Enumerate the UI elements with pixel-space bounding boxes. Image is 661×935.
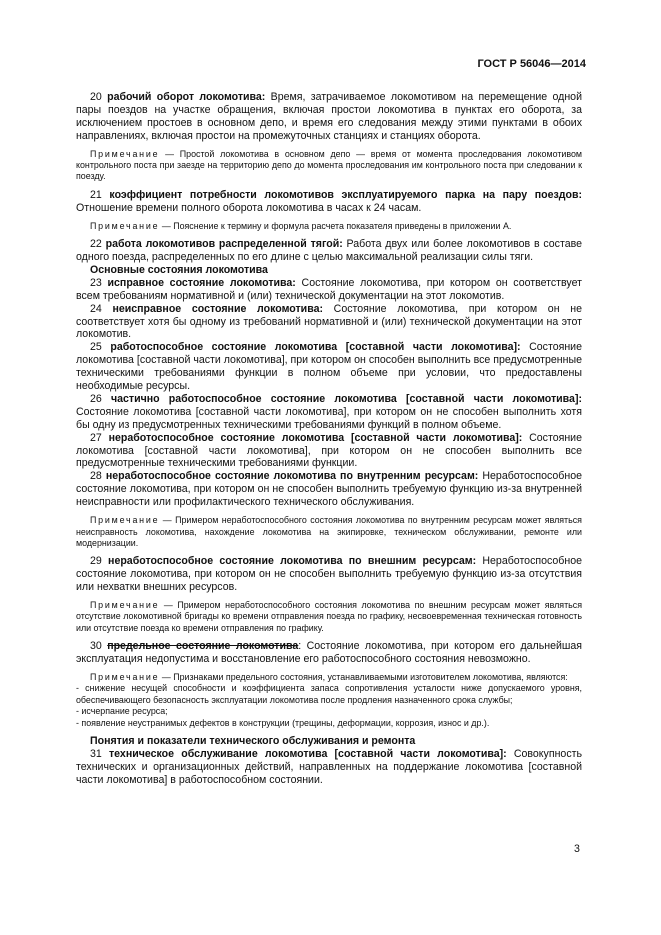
note-label: Примечание <box>90 672 160 683</box>
term-20: 20 рабочий оборот локомотива: Время, затрачиваемое локомотивом на перемещение одной пары поездов на участке обращения, включая простои локомотива в пунктах его оборота, за исключением простоев в основном депо, и время его следования между этими пунктами в обоих направлениях, включая простои на промежуточных станциях и станциях оборота. <box>76 91 582 142</box>
page-number: 3 <box>574 843 580 855</box>
note-20: Примечание — Простой локомотива в основном депо — время от момента проследования локомотивом контрольного поста при заезде на территорию депо до момента проследования им контрольного поста при следовании к поезду. <box>76 148 582 182</box>
note-30-list-item: - исчерпание ресурса; <box>76 706 168 717</box>
term-30: 30 предельное состояние локомотива: Состояние локомотива, при котором его дальнейшая эксплуатация недопустима и восстановление его работоспособного состояния невозможно. <box>76 640 583 666</box>
term-title: работоспособное состояние локомотива [составной части локомотива]: <box>110 341 521 354</box>
term-title: неработоспособное состояние локомотива по внешним ресурсам: <box>108 555 477 568</box>
term-title: исправное состояние локомотива: <box>107 276 296 289</box>
section-heading-states: Основные состояния локомотива <box>90 263 268 276</box>
note-label: Примечание <box>90 148 160 159</box>
note-label: Примечание <box>90 515 160 526</box>
term-title: частично работоспособное состояние локомотива [составной части локомотива]: <box>110 392 582 405</box>
note-29: Примечание — Примером неработоспособного состояния локомотива по внешним ресурсам может являться отсутствие локомотивной бригады ко времени отправления поезда по графику, несвоевременная техническая готовность или отсутствие поезда ко времени отправления по графику. <box>76 600 582 633</box>
term-title: рабочий оборот локомотива: <box>107 91 266 103</box>
term-24: 24 неисправное состояние локомотива: Состояние локомотива, при котором он не соответствует хотя бы одному из требований нормативной и (или) технической документации на этот локомотив. <box>76 302 582 341</box>
term-title: техническое обслуживание локомотива [составной части локомотива]: <box>108 748 507 760</box>
section-heading-maintenance: Понятия и показатели технического обслуживания и ремонта <box>90 735 416 748</box>
note-21: Примечание — Пояснение к термину и формула расчета показателя приведены в приложении А. <box>90 220 512 231</box>
term-31: 31 техническое обслуживание локомотива [составной части локомотива]: Совокупность технических и организационных действий, направленных на поддержание локомотива [составной части локомотива] в работоспособном состоянии. <box>76 748 582 786</box>
term-25: 25 работоспособное состояние локомотива [составной части локомотива]: Состояние локомотива [составной части локомотива], при котором он способен выполнить все предусмотренные техническими требованиями функции в полном объеме при условии, что предоставлены необходимые ресурсы. <box>76 341 582 393</box>
note-label: Примечание <box>90 600 160 611</box>
term-21: 21 коэффициент потребности локомотивов эксплуатируемого парка на пару поездов: Отношение времени полного оборота локомотива в часах к 24 часам. <box>76 188 582 214</box>
note-30-list-item: - снижение несущей способности и коэффициента запаса сопротивления усталости ниже допускаемого уровня, обеспечивающего безопасность эксплуатации локомотива после продления назначенного срока службы; <box>76 683 582 705</box>
term-title: предельное состояние локомотива <box>107 640 299 653</box>
term-22: 22 работа локомотивов распределенной тягой: Работа двух или более локомотивов в составе одного поезда, распределенных по его длине с целью максимальной реализации силы тяги. <box>76 238 582 263</box>
term-title: работа локомотивов распределенной тягой: <box>105 238 343 251</box>
term-title: неработоспособное состояние локомотива по внутренним ресурсам: <box>105 470 479 483</box>
term-28: 28 неработоспособное состояние локомотива по внутренним ресурсам: Неработоспособное состояние локомотива, при котором он не способен выполнить требуемую функцию из-за внутренней неисправности или профилактического технического обслуживания. <box>76 470 582 509</box>
term-29: 29 неработоспособное состояние локомотива по внешним ресурсам: Неработоспособное состояние локомотива, при котором он не способен выполнить требуемую функцию из-за отсутствия или нехватки внешних ресурсов. <box>76 555 583 594</box>
term-title: неисправное состояние локомотива: <box>112 302 323 315</box>
term-27: 27 неработоспособное состояние локомотива [составной части локомотива]: Состояние локомотива [составной части локомотива], при котором он не способен выполнить все предусмотренные техническими требованиями функции. <box>76 431 582 470</box>
term-26: 26 частично работоспособное состояние локомотива [составной части локомотива]: Состояние локомотива [составной части локомотива], при котором он не способен выполнить хотя бы одну из предусмотренных техническими требованиями функций в полном объеме. <box>76 392 582 431</box>
page-body <box>76 91 582 787</box>
term-title: коэффициент потребности локомотивов эксплуатируемого парка на пару поездов: <box>109 188 582 201</box>
document-header: ГОСТ Р 56046—2014 <box>477 58 586 70</box>
note-28: Примечание — Примером неработоспособного состояния локомотива по внутренним ресурсам может являться неисправность локомотива, нахождение локомотива на экипировке, техническом обслуживании, ремонте или модернизации. <box>76 515 582 548</box>
term-title: неработоспособное состояние локомотива [составной части локомотива]: <box>108 431 523 444</box>
term-23: 23 исправное состояние локомотива: Состояние локомотива, при котором он соответствует всем требованиям нормативной и (или) технической документации на этот локомотив. <box>76 276 582 302</box>
note-label: Примечание <box>90 220 160 231</box>
note-30: Примечание — Признаками предельного состояния, устанавливаемыми изготовителем локомотива, являются: <box>90 672 568 683</box>
note-30-list-item: - появление неустранимых дефектов в конструкции (трещины, деформации, коррозия, износ и др.). <box>76 717 490 728</box>
